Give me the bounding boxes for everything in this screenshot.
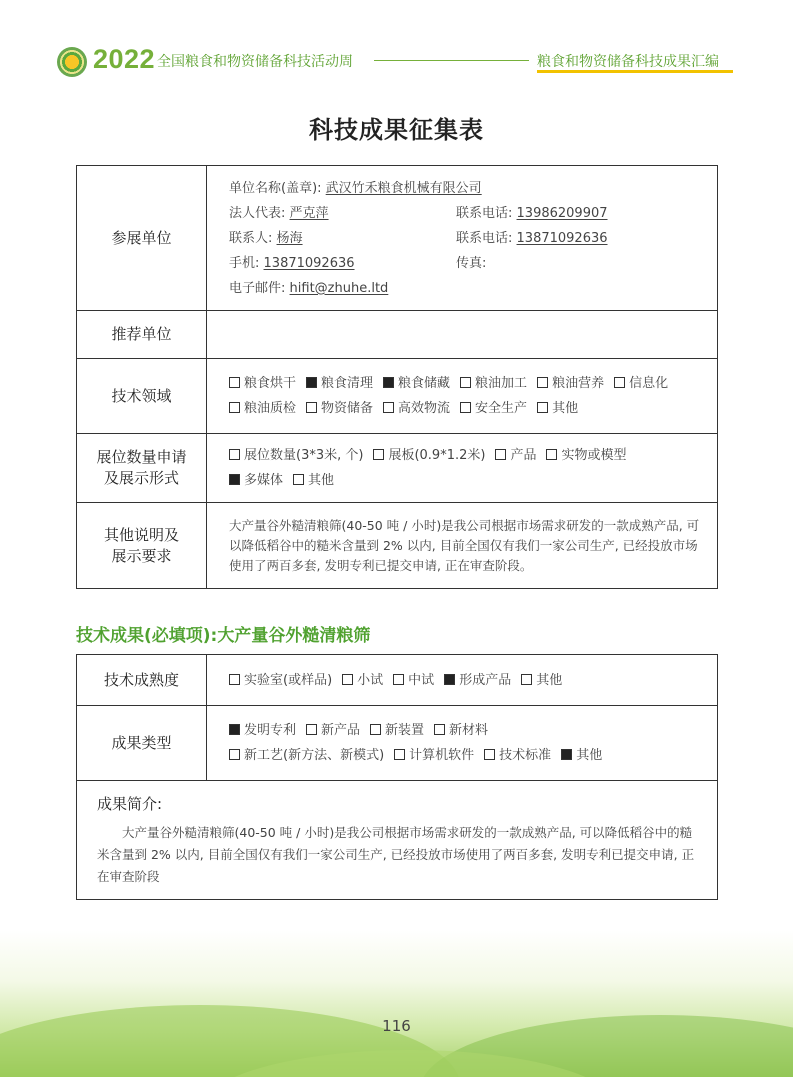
checkbox-unchecked-icon[interactable] — [229, 674, 240, 685]
booth-options-1 — [229, 443, 717, 468]
checkbox-option[interactable] — [537, 396, 578, 421]
other-description: 大产量谷外糙清粮筛(40-50 吨 / 小时)是我公司根据市场需求研发的一款成熟产品, 可以降低稻谷中的糙米含量到 2% 以内, 目前全国仅有我们一家公司生产, 已经投放市场使用了两百多套, 发明专利已提交申请, 正在审查阶段。 — [229, 517, 700, 573]
checkbox-label: 新装置 — [385, 723, 425, 738]
header-right-title: 粮食和物资储备科技成果汇编 — [537, 54, 719, 70]
checkbox-label: 其他 — [552, 401, 579, 416]
checkbox-unchecked-icon[interactable] — [306, 402, 317, 413]
checkbox-option[interactable] — [373, 443, 485, 468]
checkbox-label: 粮食储藏 — [398, 376, 451, 391]
phone1-label: 联系电话: — [456, 205, 513, 221]
other-row — [77, 503, 718, 589]
checkbox-unchecked-icon[interactable] — [306, 724, 317, 735]
checkbox-option[interactable] — [546, 443, 626, 468]
checkbox-label: 技术标准 — [499, 748, 552, 763]
mobile: 13871092636 — [263, 255, 355, 271]
checkbox-checked-icon[interactable] — [229, 724, 240, 735]
summary-label: 成果简介: — [97, 795, 163, 813]
logo-icon — [57, 47, 87, 77]
checkbox-option[interactable] — [229, 743, 384, 768]
result-type-label: 成果类型 — [77, 706, 207, 781]
tech-field-options-1 — [229, 371, 717, 396]
checkbox-checked-icon[interactable] — [561, 749, 572, 760]
info-table — [76, 165, 718, 589]
checkbox-option[interactable] — [383, 371, 450, 396]
checkbox-option[interactable] — [394, 743, 474, 768]
page-header — [0, 0, 793, 80]
checkbox-label: 产品 — [510, 448, 537, 463]
checkbox-unchecked-icon[interactable] — [537, 377, 548, 388]
checkbox-label: 发明专利 — [244, 723, 297, 738]
maturity-label: 技术成熟度 — [77, 655, 207, 706]
checkbox-unchecked-icon[interactable] — [460, 377, 471, 388]
checkbox-option[interactable] — [229, 468, 283, 493]
maturity-row — [77, 655, 718, 706]
email-label: 电子邮件: — [229, 280, 286, 296]
checkbox-label: 小试 — [357, 672, 384, 688]
checkbox-unchecked-icon[interactable] — [373, 449, 384, 460]
tech-field-label: 技术领域 — [77, 359, 207, 434]
checkbox-label: 新产品 — [321, 723, 361, 738]
checkbox-unchecked-icon[interactable] — [393, 674, 404, 685]
checkbox-label: 展位数量(3*3米, 个) — [244, 448, 364, 463]
checkbox-label: 物资储备 — [321, 401, 374, 416]
checkbox-label: 粮食烘干 — [244, 376, 297, 391]
checkbox-label: 粮油加工 — [475, 376, 528, 391]
checkbox-checked-icon[interactable] — [306, 377, 317, 388]
checkbox-option[interactable] — [229, 718, 296, 743]
checkbox-unchecked-icon[interactable] — [370, 724, 381, 735]
checkbox-label: 实物或模型 — [561, 448, 627, 463]
checkbox-unchecked-icon[interactable] — [229, 449, 240, 460]
page-title: 科技成果征集表 — [309, 116, 484, 144]
checkbox-unchecked-icon[interactable] — [434, 724, 445, 735]
checkbox-unchecked-icon[interactable] — [342, 674, 353, 685]
checkbox-unchecked-icon[interactable] — [460, 402, 471, 413]
contact-label: 联系人: — [229, 230, 273, 246]
checkbox-label: 其他 — [536, 672, 563, 688]
exhibitor-row — [77, 166, 718, 311]
checkbox-unchecked-icon[interactable] — [229, 402, 240, 413]
checkbox-unchecked-icon[interactable] — [229, 377, 240, 388]
checkbox-checked-icon[interactable] — [444, 674, 455, 685]
checkbox-unchecked-icon[interactable] — [546, 449, 557, 460]
checkbox-option[interactable] — [537, 371, 604, 396]
checkbox-unchecked-icon[interactable] — [521, 674, 532, 685]
header-year: 2022 — [93, 44, 156, 74]
checkbox-label: 粮油质检 — [244, 401, 297, 416]
exhibitor-value — [207, 166, 718, 311]
result-type-options-1 — [229, 718, 717, 743]
exhibitor-label: 参展单位 — [77, 166, 207, 311]
checkbox-unchecked-icon[interactable] — [495, 449, 506, 460]
maturity-options — [229, 668, 717, 693]
booth-options-2 — [229, 468, 717, 493]
checkbox-label: 信息化 — [629, 376, 669, 391]
checkbox-checked-icon[interactable] — [383, 377, 394, 388]
checkbox-option[interactable] — [306, 371, 373, 396]
checkbox-option[interactable] — [460, 371, 527, 396]
summary-box — [76, 779, 718, 900]
checkbox-label: 高效物流 — [398, 401, 451, 416]
checkbox-option[interactable] — [614, 371, 668, 396]
checkbox-unchecked-icon[interactable] — [229, 749, 240, 760]
checkbox-option[interactable] — [306, 718, 360, 743]
checkbox-label: 计算机软件 — [409, 748, 475, 763]
checkbox-option[interactable] — [229, 396, 296, 421]
recommender-label: 推荐单位 — [77, 311, 207, 359]
checkbox-option[interactable] — [521, 668, 562, 693]
checkbox-option[interactable] — [444, 668, 511, 693]
booth-row — [77, 434, 718, 503]
legal-rep: 严克萍 — [289, 205, 329, 221]
checkbox-label: 新材料 — [449, 723, 489, 738]
checkbox-option[interactable] — [434, 718, 488, 743]
summary-text: 大产量谷外糙清粮筛(40-50 吨 / 小时)是我公司根据市场需求研发的一款成熟产品, 可以降低稻谷中的糙米含量到 2% 以内, 目前全国仅有我们一家公司生产, 已经投放市场使用了两百多套, 发明专利已提交申请, 正在审查阶段 — [97, 825, 695, 884]
section-title: 技术成果(必填项):大产量谷外糙清粮筛 — [76, 626, 371, 646]
checkbox-option[interactable] — [229, 443, 363, 468]
result-type-row — [77, 706, 718, 781]
other-label-2: 展示要求 — [111, 546, 172, 565]
checkbox-option[interactable] — [342, 668, 383, 693]
legal-rep-label: 法人代表: — [229, 205, 286, 221]
checkbox-checked-icon[interactable] — [229, 474, 240, 485]
checkbox-label: 安全生产 — [475, 401, 528, 416]
checkbox-option[interactable] — [229, 371, 296, 396]
recommender-row — [77, 311, 718, 359]
header-accent-bar — [537, 70, 733, 73]
booth-label-2: 及展示形式 — [103, 469, 179, 487]
checkbox-option[interactable] — [306, 396, 373, 421]
checkbox-option[interactable] — [460, 396, 527, 421]
checkbox-unchecked-icon[interactable] — [383, 402, 394, 413]
header-left-title: 全国粮食和物资储备科技活动周 — [157, 54, 353, 70]
checkbox-label: 实验室(或样品) — [244, 672, 333, 688]
result-type-options-2 — [229, 743, 717, 768]
checkbox-option[interactable] — [229, 668, 332, 693]
unit-name-label: 单位名称(盖章): — [229, 180, 322, 196]
checkbox-label: 中试 — [408, 672, 435, 688]
checkbox-unchecked-icon[interactable] — [394, 749, 405, 760]
checkbox-unchecked-icon[interactable] — [293, 474, 304, 485]
recommender-value — [207, 311, 718, 359]
checkbox-label: 新工艺(新方法、新模式) — [244, 748, 385, 763]
contact: 杨海 — [276, 230, 303, 246]
fax-label: 传真: — [456, 255, 487, 271]
checkbox-option[interactable] — [370, 718, 424, 743]
checkbox-unchecked-icon[interactable] — [614, 377, 625, 388]
other-label-1: 其他说明及 — [103, 525, 179, 544]
checkbox-label: 形成产品 — [459, 672, 512, 688]
checkbox-label: 其他 — [576, 748, 603, 763]
checkbox-unchecked-icon[interactable] — [484, 749, 495, 760]
phone2: 13871092636 — [516, 230, 608, 246]
checkbox-option[interactable] — [293, 468, 334, 493]
checkbox-option[interactable] — [484, 743, 551, 768]
checkbox-option[interactable] — [561, 743, 602, 768]
checkbox-label: 多媒体 — [244, 473, 284, 488]
checkbox-label: 粮油营养 — [552, 376, 605, 391]
checkbox-option[interactable] — [383, 396, 450, 421]
checkbox-option[interactable] — [393, 668, 434, 693]
phone1: 13986209907 — [516, 205, 608, 221]
tech-field-row — [77, 359, 718, 434]
phone2-label: 联系电话: — [456, 230, 513, 246]
checkbox-label: 粮食清理 — [321, 376, 374, 391]
checkbox-unchecked-icon[interactable] — [537, 402, 548, 413]
unit-name: 武汉竹禾粮食机械有限公司 — [325, 180, 482, 196]
booth-label-1: 展位数量申请 — [96, 448, 187, 466]
tech-field-options-2 — [229, 396, 717, 421]
header-divider — [374, 60, 529, 61]
result-table — [76, 654, 718, 781]
mobile-label: 手机: — [229, 255, 260, 271]
checkbox-label: 其他 — [308, 473, 335, 488]
checkbox-label: 展板(0.9*1.2米) — [388, 448, 486, 463]
page-number: 116 — [382, 1017, 411, 1035]
email: hifit@zhuhe.ltd — [289, 280, 389, 296]
checkbox-option[interactable] — [495, 443, 536, 468]
